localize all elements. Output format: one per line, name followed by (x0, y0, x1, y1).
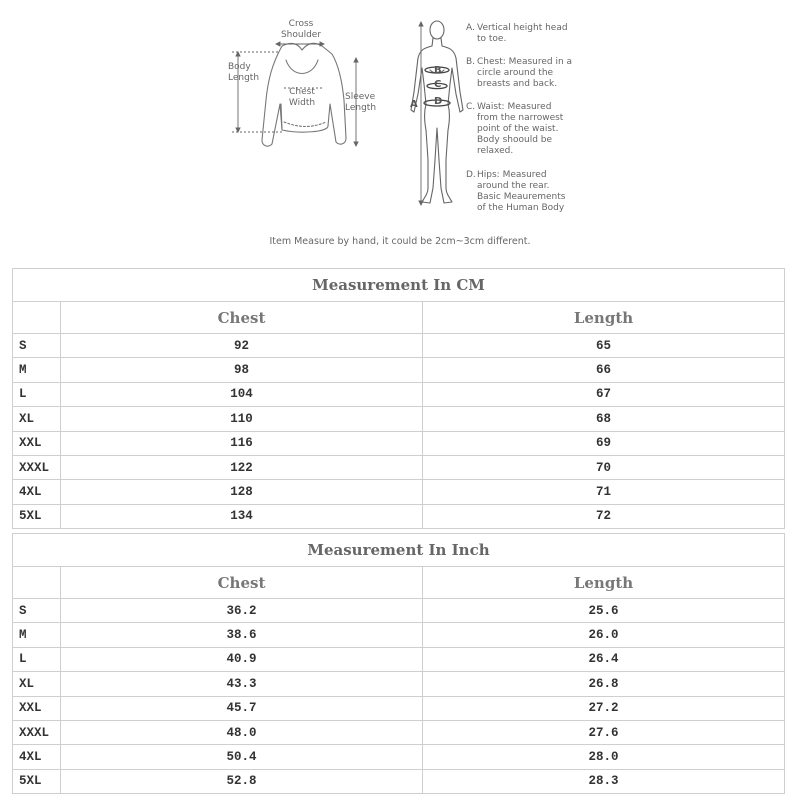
measurement-diagram (0, 0, 800, 255)
length-cell: 66 (423, 358, 785, 382)
chest-cell: 48.0 (61, 720, 423, 744)
table-body (13, 599, 785, 794)
note-c (466, 102, 586, 156)
body-letter-a: A (410, 99, 418, 110)
chest-cell: 128 (61, 480, 423, 504)
table-row (13, 504, 785, 528)
table-row (13, 407, 785, 431)
size-cell: L (13, 382, 61, 406)
length-cell: 27.6 (423, 720, 785, 744)
size-cell: S (13, 599, 61, 623)
table-row (13, 599, 785, 623)
length-cell: 71 (423, 480, 785, 504)
note-text: Vertical height head to toe. (477, 23, 568, 44)
size-table-inch (12, 533, 785, 794)
chest-cell: 38.6 (61, 623, 423, 647)
table-row (13, 455, 785, 479)
body-length-label: Body Length (228, 62, 260, 83)
diagram-drawing (0, 0, 800, 255)
chest-cell: 110 (61, 407, 423, 431)
body-letter-b: B (434, 65, 442, 76)
sleeve-length-label: Sleeve Length (345, 92, 377, 113)
chest-cell: 52.8 (61, 769, 423, 793)
chest-cell: 104 (61, 382, 423, 406)
size-cell: L (13, 647, 61, 671)
length-cell: 26.0 (423, 623, 785, 647)
table-row (13, 358, 785, 382)
note-b (466, 57, 586, 89)
chest-cell: 98 (61, 358, 423, 382)
note-key: D. (466, 170, 476, 180)
size-cell: 5XL (13, 504, 61, 528)
length-cell: 65 (423, 334, 785, 358)
size-cell: 4XL (13, 480, 61, 504)
size-cell: XXL (13, 696, 61, 720)
size-cell: XL (13, 407, 61, 431)
column-header-length: Length (423, 302, 785, 334)
table-row (13, 672, 785, 696)
table-row (13, 431, 785, 455)
length-cell: 68 (423, 407, 785, 431)
table-row (13, 769, 785, 793)
note-text: Hips: Measured around the rear. Basic Meaurements of the Human Body (477, 170, 566, 213)
table-title: Measurement In CM (13, 269, 785, 302)
column-header-size (13, 567, 61, 599)
length-cell: 26.8 (423, 672, 785, 696)
length-cell: 28.3 (423, 769, 785, 793)
note-text: Chest: Measured in a circle around the breasts and back. (477, 57, 573, 89)
table-row (13, 623, 785, 647)
note-key: C. (466, 102, 476, 112)
chest-cell: 92 (61, 334, 423, 358)
body-figure (411, 21, 463, 203)
size-cell: XXL (13, 431, 61, 455)
chest-cell: 122 (61, 455, 423, 479)
table-row (13, 720, 785, 744)
size-cell: S (13, 334, 61, 358)
table-row (13, 480, 785, 504)
size-cell: M (13, 358, 61, 382)
length-cell: 70 (423, 455, 785, 479)
table-row (13, 647, 785, 671)
note-a (466, 23, 586, 44)
length-cell: 67 (423, 382, 785, 406)
size-cell: XXXL (13, 455, 61, 479)
column-header-chest: Chest (61, 302, 423, 334)
column-header-length: Length (423, 567, 785, 599)
size-cell: XXXL (13, 720, 61, 744)
note-d (466, 170, 586, 213)
chest-cell: 50.4 (61, 745, 423, 769)
chest-cell: 36.2 (61, 599, 423, 623)
length-cell: 26.4 (423, 647, 785, 671)
note-text: Waist: Measured from the narrowest point of the waist. Body shoould be relaxed. (477, 102, 564, 156)
length-cell: 28.0 (423, 745, 785, 769)
table-row (13, 334, 785, 358)
table-title: Measurement In Inch (13, 534, 785, 567)
size-cell: M (13, 623, 61, 647)
body-letter-c: C (434, 79, 442, 90)
column-header-chest: Chest (61, 567, 423, 599)
table-body (13, 334, 785, 529)
chest-cell: 45.7 (61, 696, 423, 720)
table-row (13, 696, 785, 720)
size-cell: 4XL (13, 745, 61, 769)
chest-cell: 40.9 (61, 647, 423, 671)
length-cell: 25.6 (423, 599, 785, 623)
note-key: B. (466, 57, 476, 67)
cross-shoulder-label: Cross Shoulder (280, 19, 322, 40)
body-letter-d: D (434, 96, 443, 107)
measurement-disclaimer: Item Measure by hand, it could be 2cm~3cm different. (269, 236, 531, 247)
chest-cell: 134 (61, 504, 423, 528)
length-cell: 72 (423, 504, 785, 528)
chest-width-label: Chest Width (288, 87, 316, 108)
length-cell: 27.2 (423, 696, 785, 720)
length-cell: 69 (423, 431, 785, 455)
size-cell: 5XL (13, 769, 61, 793)
chest-cell: 116 (61, 431, 423, 455)
note-key: A. (466, 23, 475, 33)
table-row (13, 382, 785, 406)
table-row (13, 745, 785, 769)
column-header-size (13, 302, 61, 334)
chest-cell: 43.3 (61, 672, 423, 696)
size-table-cm (12, 268, 785, 529)
size-cell: XL (13, 672, 61, 696)
